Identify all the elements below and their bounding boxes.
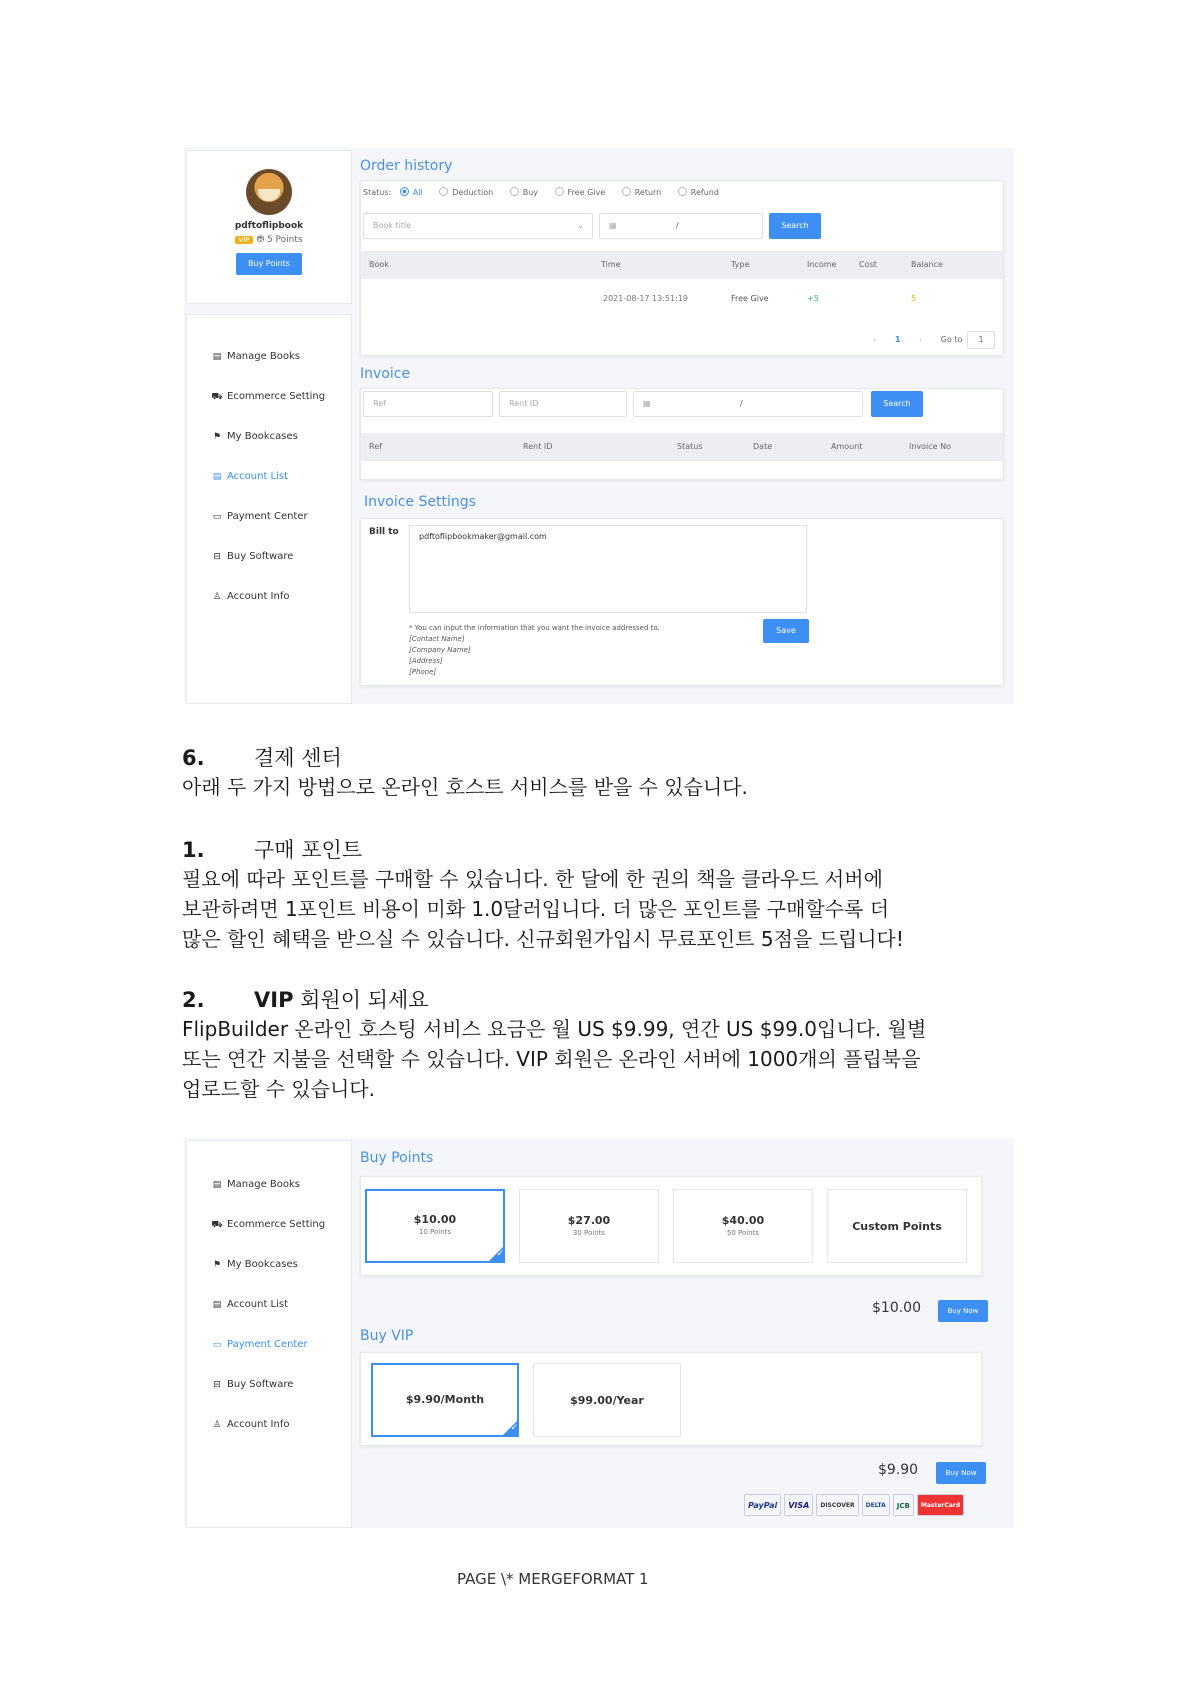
invoice-settings-title: Invoice Settings (364, 494, 476, 510)
status-option-deduction[interactable]: Deduction (439, 188, 493, 197)
goto-page-input[interactable]: 1 (967, 331, 995, 349)
book-icon: ▤ (212, 352, 222, 362)
buy-vip-now-button[interactable]: Buy Now (936, 1462, 986, 1484)
vip-option-year[interactable]: $99.00/Year (533, 1363, 681, 1437)
list-icon: ▤ (212, 1300, 222, 1310)
sidebar-item-label: Buy Software (227, 551, 294, 562)
page-footer: PAGE \* MERGEFORMAT 1 (457, 1570, 649, 1588)
radio-icon (510, 187, 519, 196)
status-label: Status: (363, 188, 392, 197)
page-number[interactable]: 1 (894, 335, 901, 344)
paypal-logo-icon: PayPal (744, 1494, 781, 1516)
vip-option-month[interactable]: $9.90/Month ✓ (371, 1363, 519, 1437)
card-icon: ▭ (212, 512, 222, 522)
invoice-card (360, 388, 1004, 480)
bill-to-textarea[interactable]: pdftoflipbookmaker@gmail.com (409, 525, 807, 613)
visa-logo-icon: VISA (784, 1494, 813, 1516)
ticket-icon: ⊟ (213, 1380, 221, 1390)
radio-icon (439, 187, 448, 196)
main-content (360, 1138, 1012, 1528)
sidebar-menu (186, 314, 352, 704)
points-option-custom[interactable]: Custom Points (827, 1189, 967, 1263)
sidebar-item-buy-software[interactable] (211, 1379, 293, 1390)
vip-badge: VIP (235, 236, 252, 244)
invoice-title: Invoice (360, 366, 411, 382)
sidebar-item-label: Account Info (227, 1419, 290, 1430)
cart-icon: ⛟ (211, 1220, 223, 1230)
points-balance (187, 235, 351, 245)
sidebar-item-label: My Bookcases (227, 431, 298, 442)
selected-check-icon (501, 1419, 519, 1437)
sidebar-menu (186, 1140, 352, 1528)
sidebar-item-label: Account List (227, 471, 289, 482)
bookcase-icon: ⚑ (212, 432, 222, 442)
radio-icon (555, 187, 564, 196)
sidebar-item-label: Manage Books (227, 1179, 300, 1190)
item-1-heading: 1. 구매 포인트 (182, 838, 363, 862)
sidebar-item-ecommerce-setting[interactable] (211, 391, 325, 403)
coins-icon: ⛃ (256, 235, 265, 245)
section-6-text: 아래 두 가지 방법으로 온라인 호스트 서비스를 받을 수 있습니다. (182, 775, 748, 799)
points-option-10[interactable]: $10.00 10 Points ✓ (365, 1189, 505, 1263)
goto-label: Go to (940, 335, 963, 344)
sidebar-item-label: Buy Software (227, 1379, 294, 1390)
sidebar-item-account-list[interactable] (211, 1299, 288, 1310)
buy-vip-card (360, 1352, 982, 1446)
pagination (873, 331, 995, 349)
item-1-paragraph: 필요에 따라 포인트를 구매할 수 있습니다. 한 달에 한 권의 책을 클라우드 서버에 보관하려면 1포인트 비용이 미화 1.0달러입니다. 더 많은 포인트를 구매할수록 더 많은 할인 혜택을 받으실 수 있습니다. 신규회원가입시 무료포인트 5점을 드립니다! (182, 867, 904, 951)
profile-card (186, 150, 352, 304)
status-option-return[interactable]: Return (622, 188, 662, 197)
sidebar-item-manage-books[interactable] (211, 1179, 300, 1190)
sidebar-item-buy-software[interactable] (211, 551, 293, 562)
book-title-select[interactable]: Book title ⌄ (363, 213, 593, 239)
save-button[interactable]: Save (763, 619, 809, 643)
sidebar-item-label: Account List (227, 1299, 289, 1310)
chevron-down-icon: ⌄ (577, 221, 584, 230)
payment-logos (744, 1494, 964, 1516)
sidebar-item-account-info[interactable] (211, 1419, 289, 1430)
cart-icon: ⛟ (211, 392, 223, 402)
status-filter (363, 187, 719, 197)
sidebar-item-manage-books[interactable] (211, 351, 300, 362)
sidebar-item-label: Account Info (227, 591, 290, 602)
status-option-refund[interactable]: Refund (678, 188, 719, 197)
sidebar-item-label: Ecommerce Setting (227, 391, 326, 402)
radio-icon (678, 187, 687, 196)
sidebar-item-label: My Bookcases (227, 1259, 298, 1270)
order-history-card (360, 180, 1004, 356)
sidebar-item-label: Manage Books (227, 351, 300, 362)
ticket-icon: ⊟ (213, 552, 221, 562)
sidebar-item-payment-center[interactable] (211, 1339, 308, 1350)
user-icon: ♙ (212, 592, 222, 602)
buy-points-title: Buy Points (360, 1150, 434, 1166)
payment-center-screenshot (184, 1138, 1014, 1528)
date-range-input[interactable]: ▦ / (599, 213, 763, 239)
buy-vip-title: Buy VIP (360, 1328, 414, 1344)
sidebar-item-my-bookcases[interactable] (211, 431, 298, 442)
main-content (360, 148, 1012, 704)
bill-to-label: Bill to (369, 527, 399, 537)
invoice-note: * You can input the information that you want the invoice addressed to. [Contact Name] [Company Name] [Address] [Phone] (409, 624, 660, 676)
account-list-screenshot (184, 148, 1014, 704)
profile-name: pdftoflipbook (234, 221, 304, 231)
status-option-free-give[interactable]: Free Give (555, 188, 606, 197)
discover-logo-icon: DISCOVER (816, 1494, 858, 1516)
order-history-title: Order history (360, 158, 453, 174)
order-search-button[interactable]: Search (769, 213, 821, 239)
calendar-icon: ▦ (609, 221, 617, 230)
calendar-icon: ▦ (643, 399, 651, 408)
list-icon: ▤ (212, 472, 222, 482)
bookcase-icon: ⚑ (212, 1260, 222, 1270)
status-option-buy[interactable]: Buy (510, 188, 538, 197)
selected-check-icon (487, 1245, 505, 1263)
book-icon: ▤ (212, 1180, 222, 1190)
mastercard-logo-icon: MasterCard (917, 1494, 964, 1516)
points-value: 5 Points (266, 235, 303, 245)
prev-page-button[interactable]: ‹ (873, 335, 877, 344)
invoice-settings-card (360, 518, 1004, 686)
sidebar-item-ecommerce-setting[interactable] (211, 1219, 325, 1231)
sidebar-item-account-list[interactable] (211, 471, 288, 482)
invoice-search-button[interactable]: Search (871, 391, 923, 417)
item-2-heading: 2. VIP 회원이 되세요 (182, 988, 429, 1012)
jcb-logo-icon: JCB (893, 1494, 914, 1516)
radio-checked-icon (400, 187, 409, 196)
sidebar-item-my-bookcases[interactable] (211, 1259, 298, 1270)
invoice-date-range-input[interactable]: ▦ / (633, 391, 863, 417)
buy-points-now-button[interactable]: Buy Now (938, 1300, 988, 1322)
points-option-50[interactable]: $40.00 50 Points (673, 1189, 813, 1263)
sidebar-item-label: Payment Center (227, 1339, 308, 1350)
sidebar-item-label: Ecommerce Setting (227, 1219, 326, 1230)
section-6-heading: 6. 결제 센터 (182, 746, 342, 770)
delta-logo-icon: DELTA (862, 1494, 890, 1516)
ref-input[interactable]: Ref (363, 391, 493, 417)
user-icon: ♙ (212, 1420, 222, 1430)
avatar (246, 169, 292, 215)
table-row: 2021-08-17 13:51:19 Free Give +5 5 (603, 294, 917, 303)
buy-points-card (360, 1176, 982, 1276)
buy-points-button[interactable]: Buy Points (236, 253, 302, 275)
card-icon: ▭ (212, 1340, 222, 1350)
sidebar-item-payment-center[interactable] (211, 511, 308, 522)
radio-icon (622, 187, 631, 196)
sidebar-item-account-info[interactable] (211, 591, 289, 602)
rent-id-input[interactable]: Rent ID (499, 391, 627, 417)
status-option-all[interactable]: All (400, 188, 423, 197)
points-total: $10.00 (872, 1300, 921, 1316)
item-2-paragraph: FlipBuilder 온라인 호스팅 서비스 요금은 월 US $9.99, 연간 US $99.0입니다. 월별 또는 연간 지불을 선택할 수 있습니다. VIP 회원은 온라인 서버에 1000개의 플립북을 업로드할 수 있습니다. (182, 1017, 927, 1101)
invoice-table-header: Ref Rent ID Status Date Amount Invoice No (361, 433, 1003, 461)
vip-total: $9.90 (878, 1462, 919, 1478)
order-table-header: Book Time Type Income Cost Balance (361, 251, 1003, 279)
sidebar-item-label: Payment Center (227, 511, 308, 522)
points-option-30[interactable]: $27.00 30 Points (519, 1189, 659, 1263)
next-page-button[interactable]: › (919, 335, 923, 344)
